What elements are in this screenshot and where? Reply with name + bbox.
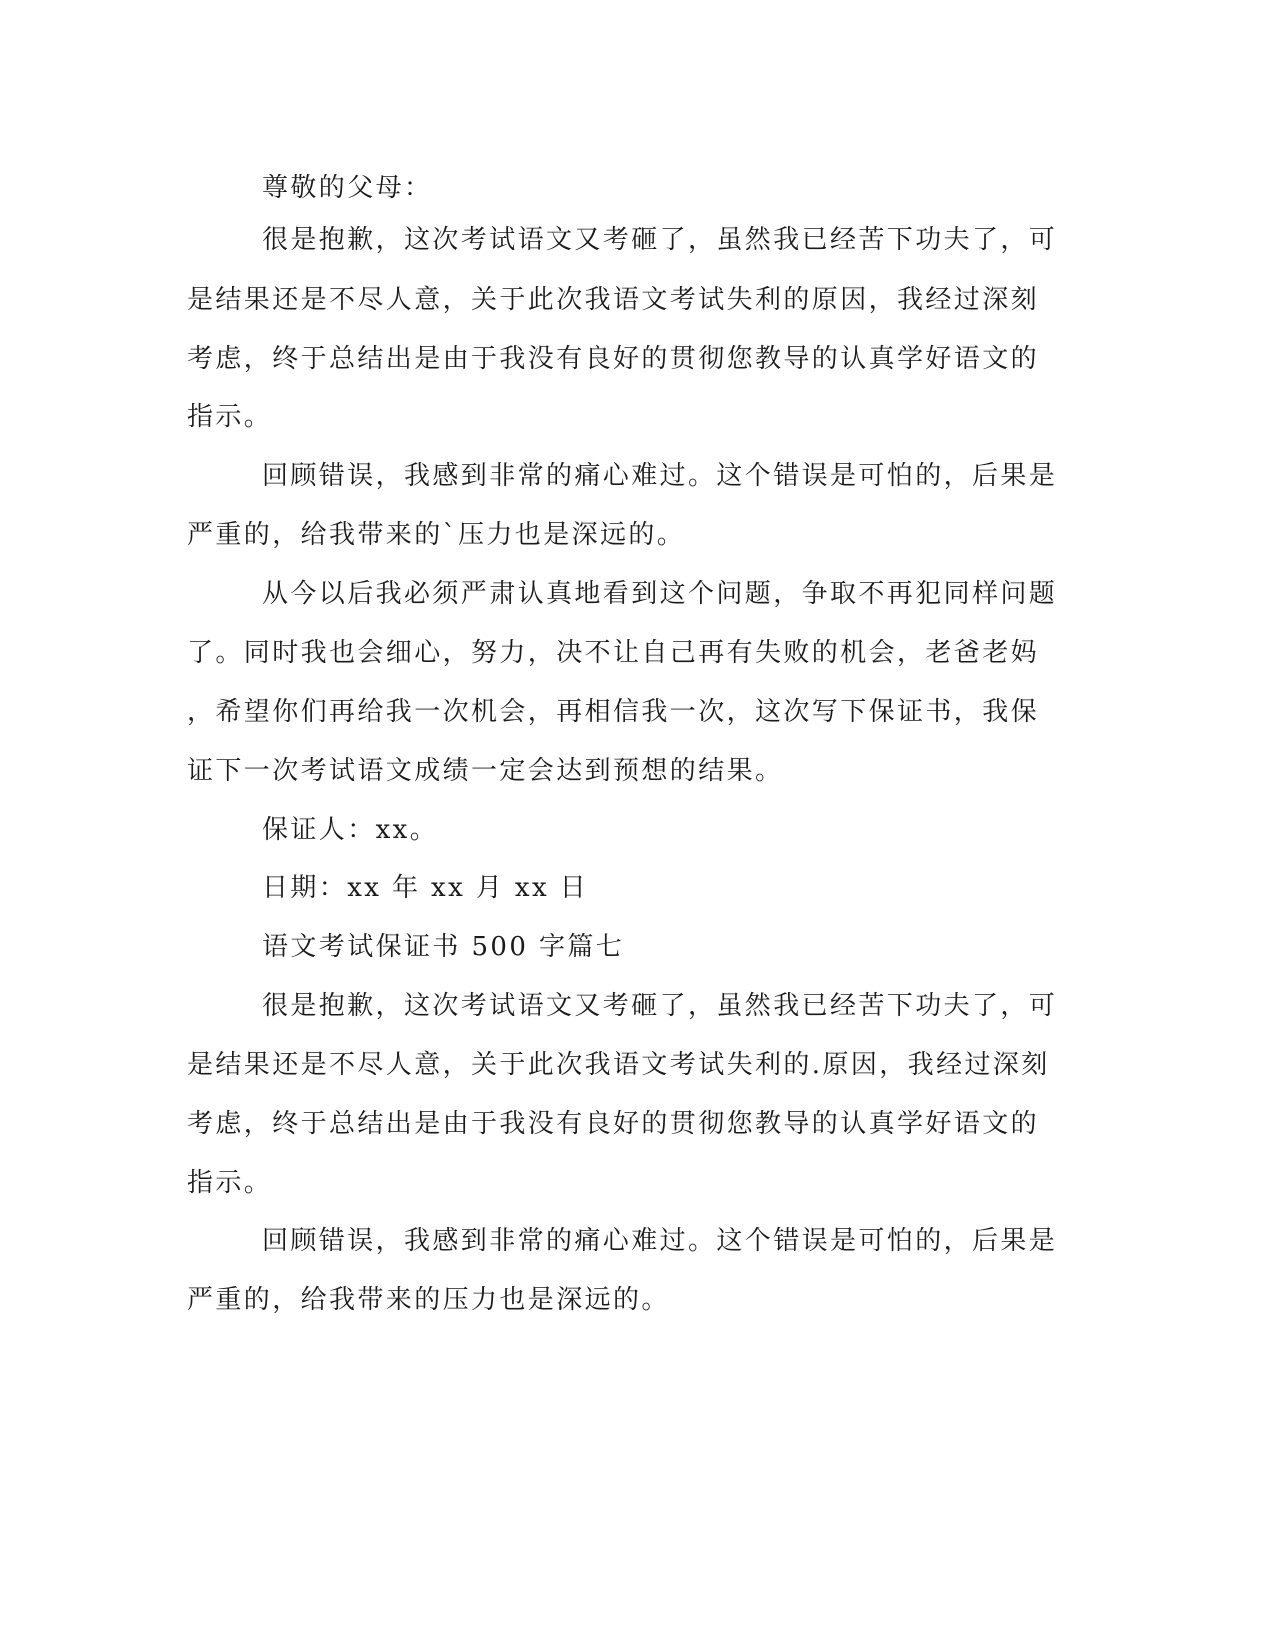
paragraph-line: 回顾错误，我感到非常的痛心难过。这个错误是可怕的，后果是 (262, 1226, 1058, 1256)
paragraph-line: ，希望你们再给我一次机会，再相信我一次，这次写下保证书，我保 (187, 697, 1040, 727)
paragraph-line: 很是抱歉，这次考试语文又考砸了，虽然我已经苦下功夫了，可 (262, 225, 1058, 255)
date-line: 日期：xx 年 xx 月 xx 日 (262, 873, 589, 903)
salutation: 尊敬的父母： (262, 173, 433, 203)
paragraph-line: 考虑，终于总结出是由于我没有良好的贯彻您教导的认真学好语文的 (187, 344, 1040, 374)
paragraph-line: 从今以后我必须严肃认真地看到这个问题，争取不再犯同样问题 (262, 579, 1058, 609)
paragraph-line: 指示。 (187, 402, 273, 432)
paragraph-line: 证下一次考试语文成绩一定会达到预想的结果。 (187, 756, 784, 786)
paragraph-line: 很是抱歉，这次考试语文又考砸了，虽然我已经苦下功夫了，可 (262, 991, 1058, 1021)
paragraph-line: 严重的，给我带来的`压力也是深远的。 (187, 520, 686, 550)
paragraph-line: 严重的，给我带来的压力也是深远的。 (187, 1285, 670, 1315)
paragraph-line: 回顾错误，我感到非常的痛心难过。这个错误是可怕的，后果是 (262, 461, 1058, 491)
paragraph-line: 是结果还是不尽人意，关于此次我语文考试失利的原因，我经过深刻 (187, 285, 1040, 315)
paragraph-line: 了。同时我也会细心，努力，决不让自己再有失败的机会，老爸老妈 (187, 638, 1040, 668)
paragraph-line: 考虑，终于总结出是由于我没有良好的贯彻您教导的认真学好语文的 (187, 1109, 1040, 1139)
paragraph-line: 是结果还是不尽人意，关于此次我语文考试失利的.原因，我经过深刻 (187, 1050, 1050, 1080)
section-heading: 语文考试保证书 500 字篇七 (262, 932, 625, 962)
paragraph-line: 指示。 (187, 1168, 273, 1198)
guarantor-line: 保证人：xx。 (262, 815, 439, 845)
